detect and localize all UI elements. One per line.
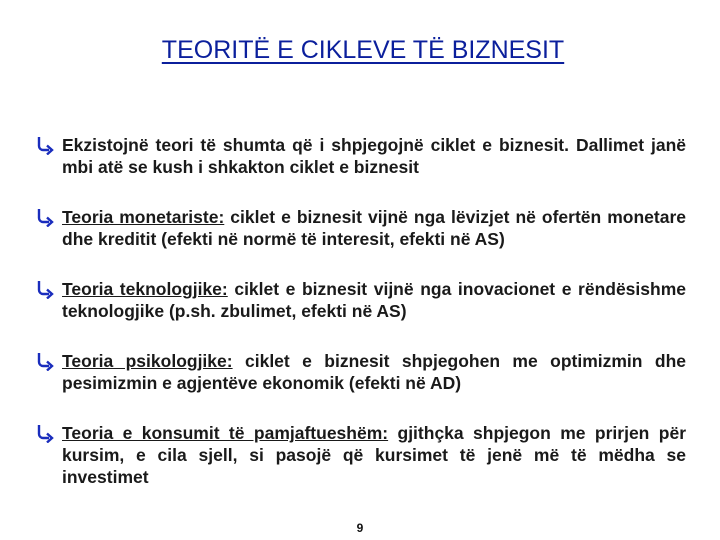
curved-arrow-icon xyxy=(36,423,54,443)
bullet-item xyxy=(36,134,686,178)
curved-arrow-icon xyxy=(36,279,54,299)
bullet-item xyxy=(36,422,686,488)
bullet-lead: Teoria teknologjike: xyxy=(62,279,228,299)
bullet-text: ciklet e biznesit vijnë nga lëvizjet në ofertën monetare dhe kreditit (efekti në normë të interesit, efekti në AS) xyxy=(62,207,687,249)
bullet-item xyxy=(36,350,686,394)
slide-title: TEORITË E CIKLEVE TË BIZNESIT xyxy=(161,36,565,64)
bullet-text: ciklet e biznesit vijnë nga inovacionet e rëndësishme teknologjike (p.sh. zbulimet, efekti në AS) xyxy=(62,279,686,321)
bullet-text: Ekzistojnë teori të shumta që i shpjegojnë ciklet e biznesit. Dallimet janë mbi atë se kush i shkakton ciklet e biznesit xyxy=(62,135,686,177)
bullet-lead: Teoria monetariste: xyxy=(62,207,225,227)
page-number: 9 xyxy=(356,521,364,535)
bullet-text: gjithçka shpjegon me prirjen për kursim, e cila sjell, si pasojë që kursimet të jenë më të mëdha se investimet xyxy=(62,423,686,487)
bullet-text: ciklet e biznesit shpjegohen me optimizmin dhe pesimizmin e agjentëve ekonomik (efekti në AD) xyxy=(62,351,687,393)
bullet-item xyxy=(36,278,686,322)
curved-arrow-icon xyxy=(36,207,54,227)
bullet-list xyxy=(36,134,686,516)
bullet-item xyxy=(36,206,686,250)
bullet-lead: Teoria psikologjike: xyxy=(62,351,233,371)
curved-arrow-icon xyxy=(36,135,54,155)
bullet-lead: Teoria e konsumit të pamjaftueshëm: xyxy=(62,423,389,443)
curved-arrow-icon xyxy=(36,351,54,371)
